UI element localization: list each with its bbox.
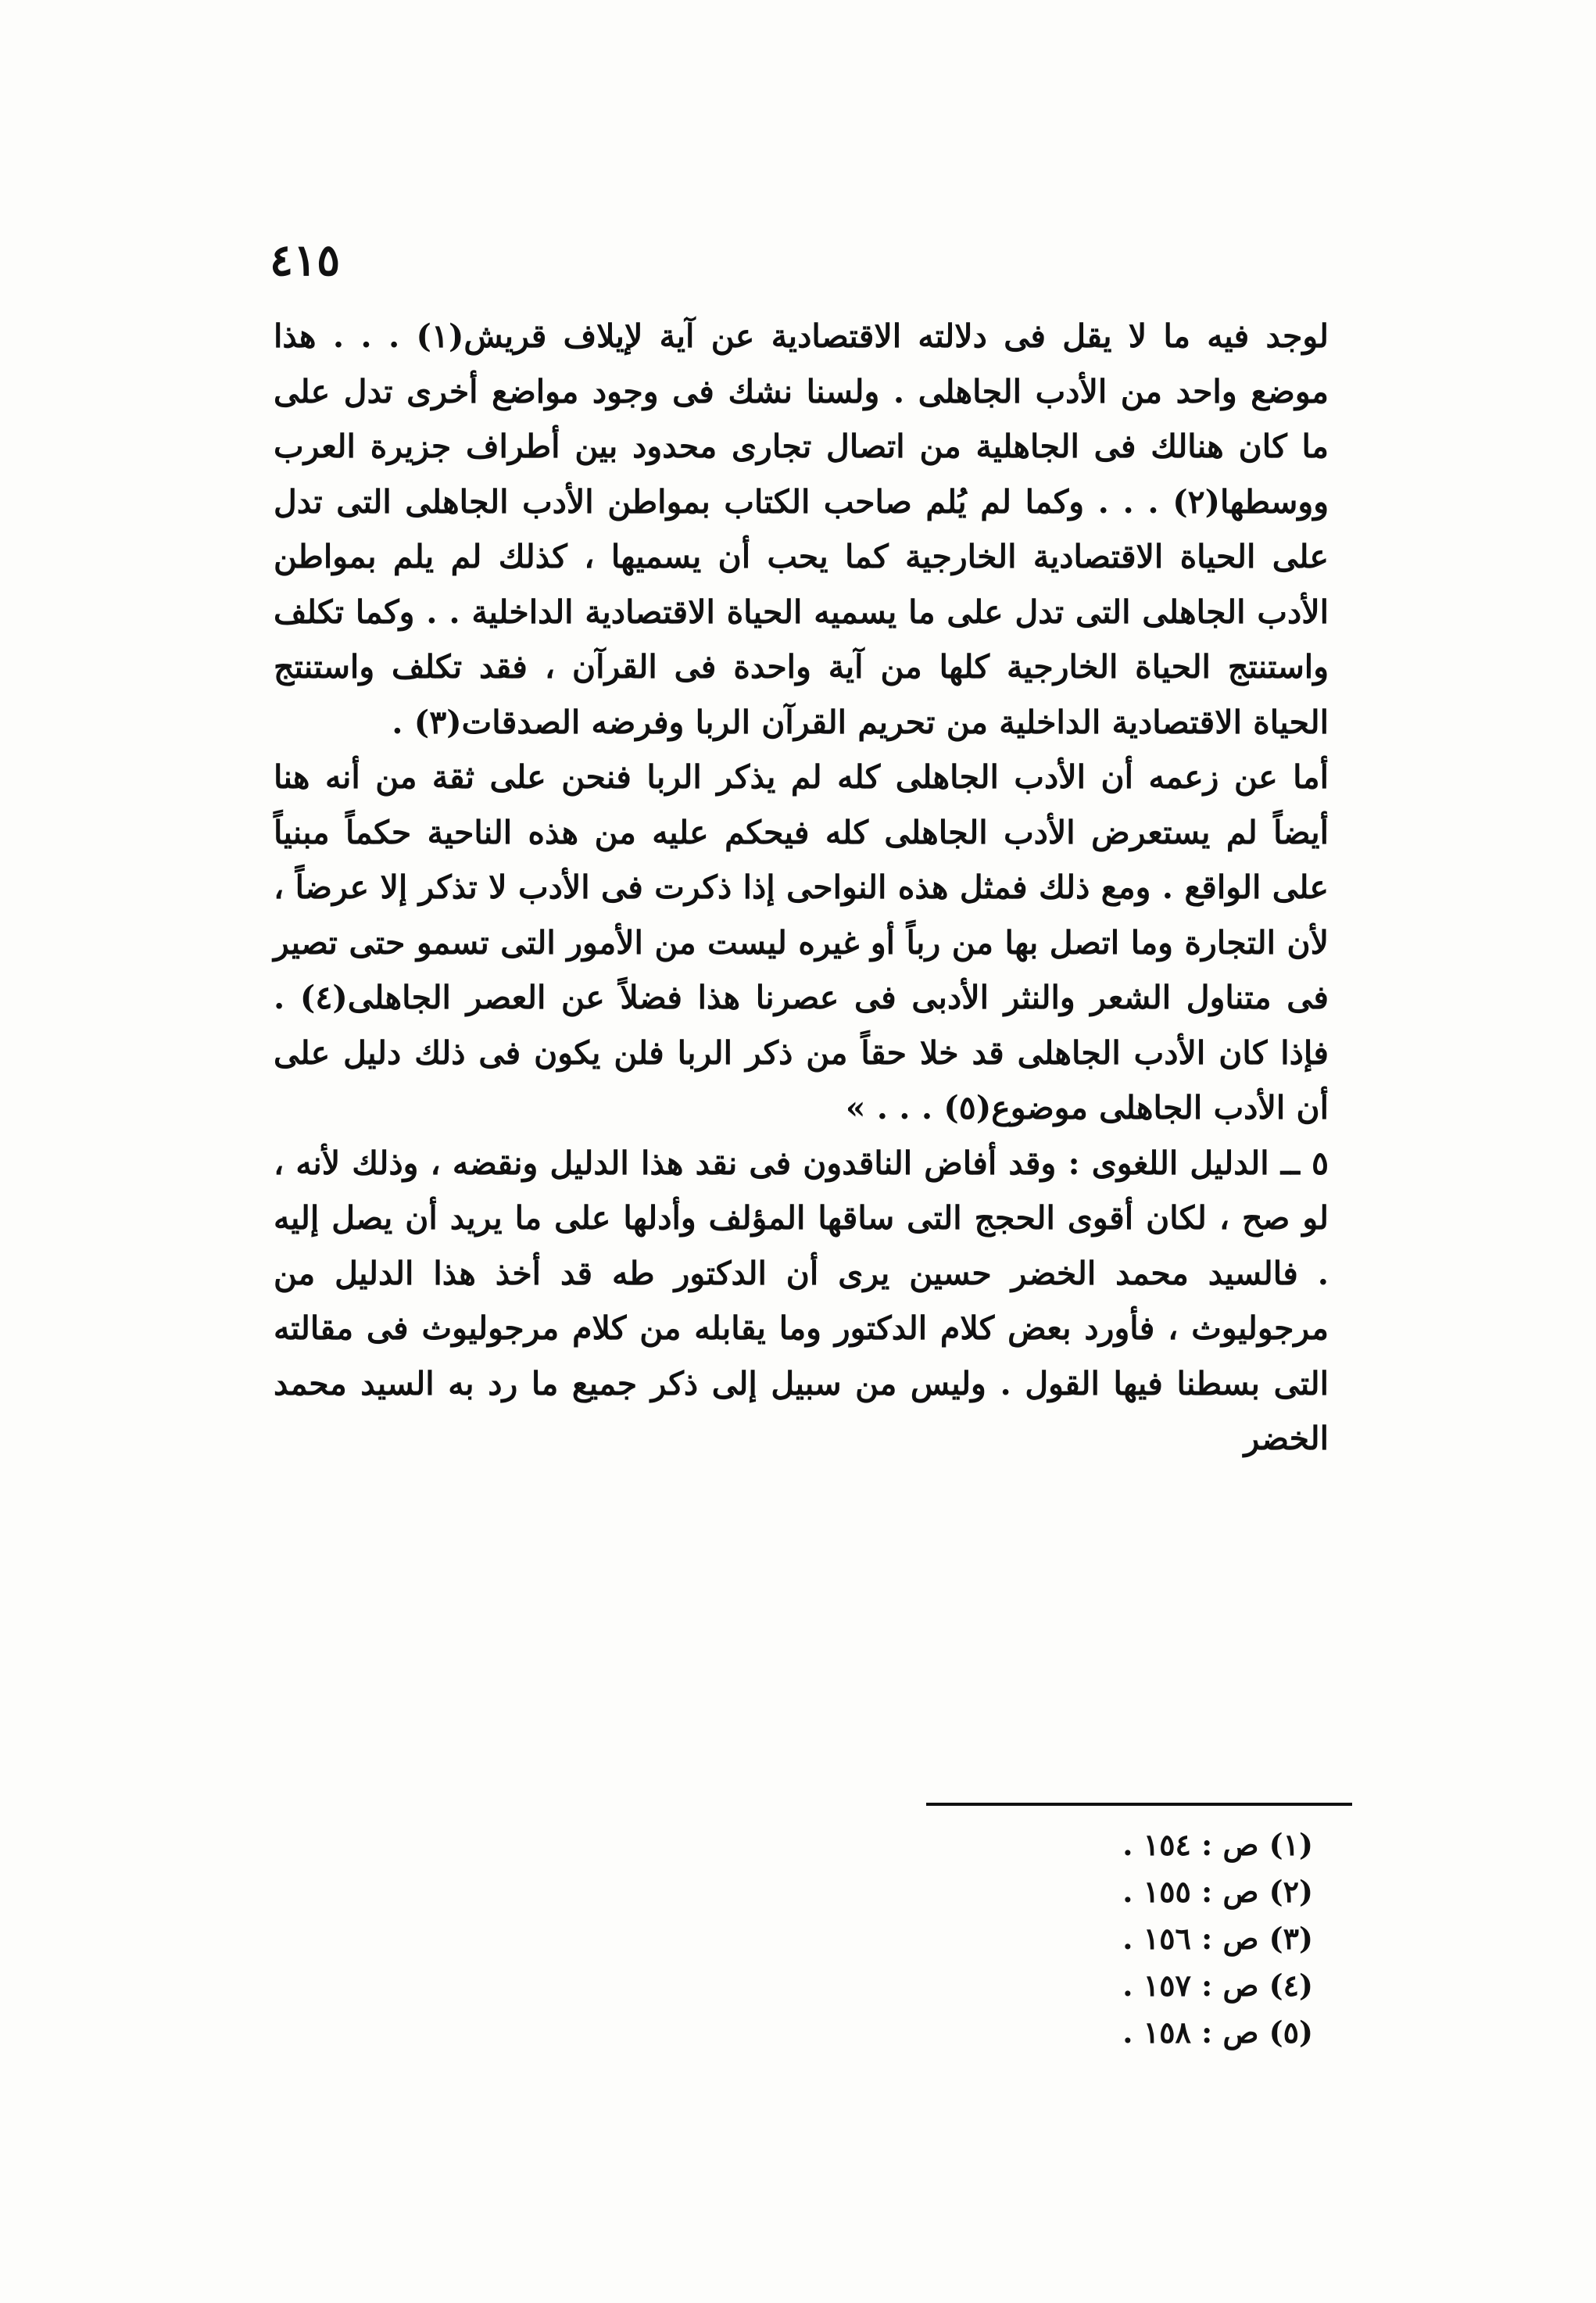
page-number: ٤١٥: [270, 235, 341, 286]
section-paragraph: ٥ ــ الدليل اللغوى : وقد أفاض الناقدون فى نقد هذا الدليل ونقضه ، وذلك لأنه ، لو صح ، لكان أقوى الحجج التى ساقها المؤلف وأدلها على ما يريد أن يصل إليه . فالسيد محمد الخضر حسين يرى أن الدكتور طه قد أخذ هذا الدليل من مرجوليوث ، فأورد بعض كلام الدكتور وما يقابله من كلام مرجوليوث فى مقالته التى بسطنا فيها القول . وليس من سبيل إلى ذكر جميع ما رد به السيد محمد الخضر: [274, 1144, 1329, 1457]
footnote-item: (٤) ص : ١٥٧ .: [1122, 1968, 1313, 2003]
body-text: [274, 309, 1329, 1467]
footnote-divider: [926, 1803, 1352, 1806]
footnote-item: (٢) ص : ١٥٥ .: [1122, 1874, 1313, 1909]
paragraph: أما عن زعمه أن الأدب الجاهلى كله لم يذكر الربا فنحن على ثقة من أنه هنا أيضاً لم يستعرض الأدب الجاهلى كله فيحكم عليه من هذه الناحية حكماً مبنياً على الواقع . ومع ذلك فمثل هذه النواحى إذا ذكرت فى الأدب لا تذكر إلا عرضاً ، لأن التجارة وما اتصل بها من رباً أو غيره ليست من الأمور التى تسمو حتى تصير فى متناول الشعر والنثر الأدبى فى عصرنا هذا فضلاً عن العصر الجاهلى(٤) . فإذا كان الأدب الجاهلى قد خلا حقاً من ذكر الربا فلن يكون فى ذلك دليل على أن الأدب الجاهلى موضوع(٥) . . . »: [274, 758, 1329, 1126]
footnote-item: (٥) ص : ١٥٨ .: [1122, 2015, 1313, 2050]
paragraph: لوجد فيه ما لا يقل فى دلالته الاقتصادية عن آية لإيلاف قريش(١) . . . هذا موضع واحد من الأدب الجاهلى . ولسنا نشك فى وجود مواضع أخرى تدل على ما كان هنالك فى الجاهلية من اتصال تجارى محدود بين أطراف جزيرة العرب ووسطها(٢) . . . وكما لم يُلم صاحب الكتاب بمواطن الأدب الجاهلى التى تدل على الحياة الاقتصادية الخارجية كما يحب أن يسميها ، كذلك لم يلم بمواطن الأدب الجاهلى التى تدل على ما يسميه الحياة الاقتصادية الداخلية . . وكما تكلف واستنتج الحياة الخارجية كلها من آية واحدة فى القرآن ، فقد تكلف واستنتج الحياة الاقتصادية الداخلية من تحريم القرآن الربا وفرضه الصدقات(٣) .: [274, 317, 1329, 741]
footnote-item: (٣) ص : ١٥٦ .: [1122, 1921, 1313, 1956]
footnotes-list: [899, 1821, 1313, 2056]
footnote-item: (١) ص : ١٥٤ .: [1122, 1827, 1313, 1862]
